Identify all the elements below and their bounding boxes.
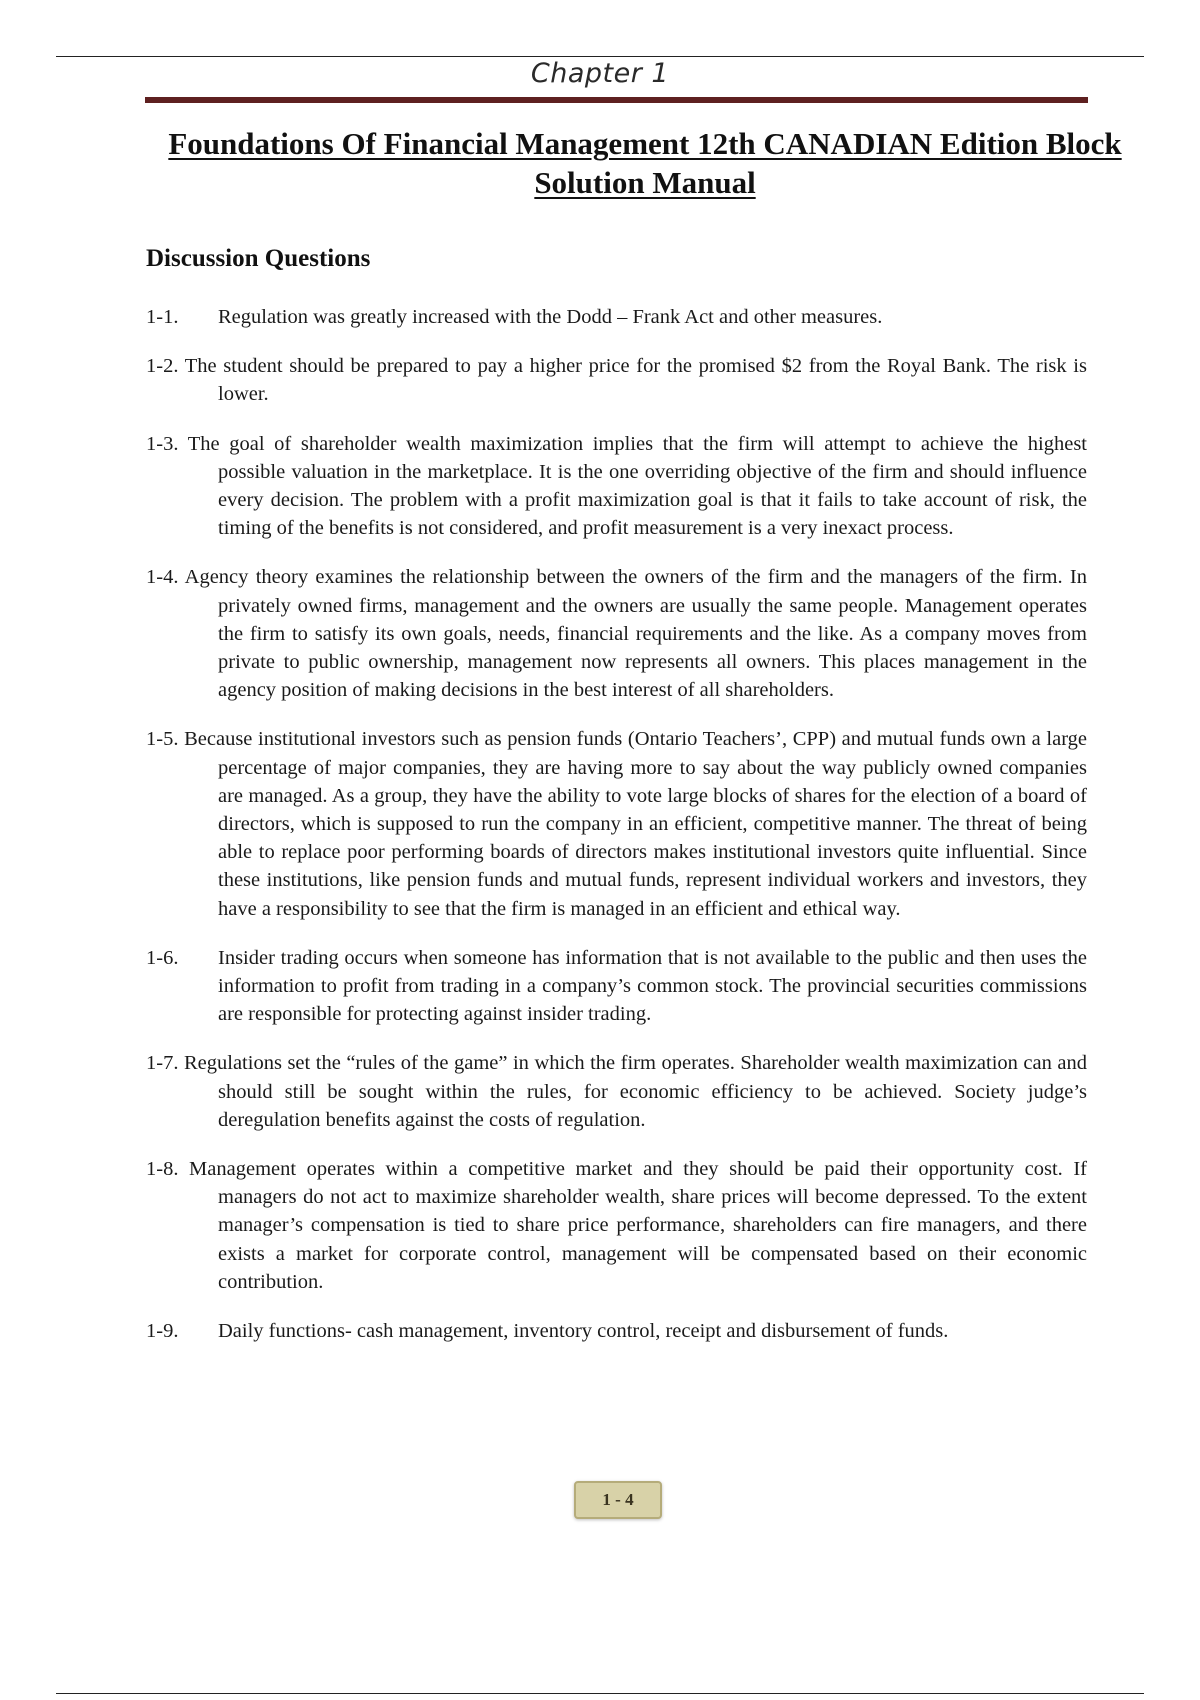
question-1-3 [146, 430, 1087, 543]
question-number: 1-1. [146, 306, 179, 328]
question-text: Agency theory examines the relationship between the owners of the firm and the managers of the firm. In privately owned firms, management and the owners are usually the same people. Management operates the firm to satisfy its own goals, needs, financial requirements and the like. As a company moves from private to public ownership, management now represents all owners. This places management in the agency position of making decisions in the best interest of all shareholders. [184, 566, 1088, 702]
bottom-rule [56, 1693, 1144, 1694]
chapter-header: Chapter 1 [530, 58, 670, 89]
document-title-line-2: Solution Manual [534, 165, 756, 200]
question-1-2 [146, 352, 1087, 408]
question-1-9 [146, 1317, 1087, 1345]
question-text: Daily functions- cash management, inventory control, receipt and disbursement of funds. [218, 1320, 949, 1343]
document-title [140, 124, 1150, 202]
question-number: 1-4. [146, 566, 179, 589]
question-number: 1-7. [146, 1052, 179, 1075]
question-list [146, 303, 1087, 1366]
question-1-1 [146, 303, 1087, 331]
question-number: 1-5. [146, 728, 179, 751]
page-number-badge: 1 - 4 [574, 1481, 662, 1519]
question-1-7 [146, 1049, 1087, 1134]
question-number: 1-2. [146, 355, 179, 378]
question-text: Because institutional investors such as pension funds (Ontario Teachers’, CPP) and mutual funds own a large percentage of major companies, they are having more to say about the way publicly owned companies are managed. As a group, they have the ability to vote large blocks of shares for the election of a board of directors, which is supposed to run the company in an efficient, competitive manner. The threat of being able to replace poor performing boards of directors makes institutional investors quite influential. Since these institutions, like pension funds and mutual funds, represent individual workers and investors, they have a responsibility to see that the firm is managed in an efficient and ethical way. [184, 728, 1088, 920]
question-text: Insider trading occurs when someone has information that is not available to the public and then uses the information to profit from trading in a company’s common stock. The provincial securities commissions are responsible for protecting against insider trading. [218, 946, 1087, 1026]
question-number: 1-3. [146, 432, 179, 455]
question-number: 1-6. [146, 946, 179, 969]
question-text: The student should be prepared to pay a higher price for the promised $2 from the Royal Bank. The risk is lower. [184, 355, 1087, 406]
section-heading: Discussion Questions [146, 245, 371, 272]
question-text: Regulation was greatly increased with the Dodd – Frank Act and other measures. [218, 306, 883, 328]
question-1-5 [146, 725, 1087, 922]
question-text: Regulations set the “rules of the game” in which the firm operates. Shareholder wealth maximization can and should still be sought within the rules, for economic efficiency to be achieved. Society judge’s deregulation benefits against the costs of regulation. [183, 1052, 1088, 1131]
question-text: Management operates within a competitive market and they should be paid their opportunity cost. If managers do not act to maximize shareholder wealth, share prices will become depressed. To the extent manager’s compensation is tied to share price performance, shareholders can fire managers, and there exists a market for corporate control, management will be compensated based on their economic contribution. [189, 1158, 1088, 1293]
question-1-6 [146, 944, 1087, 1029]
question-text: The goal of shareholder wealth maximization implies that the firm will attempt to achieve the highest possible valuation in the marketplace. It is the one overriding objective of the firm and should influence every decision. The problem with a profit maximization goal is that it fails to take account of risk, the timing of the benefits is not considered, and profit measurement is a very inexact process. [187, 432, 1087, 540]
question-1-4 [146, 563, 1087, 704]
document-title-line-1: Foundations Of Financial Management 12th CANADIAN Edition Block [168, 126, 1122, 161]
question-number: 1-9. [146, 1320, 179, 1343]
chapter-rule [145, 97, 1088, 103]
question-number: 1-8. [146, 1158, 179, 1181]
top-rule [56, 56, 1144, 57]
question-1-8 [146, 1155, 1087, 1296]
